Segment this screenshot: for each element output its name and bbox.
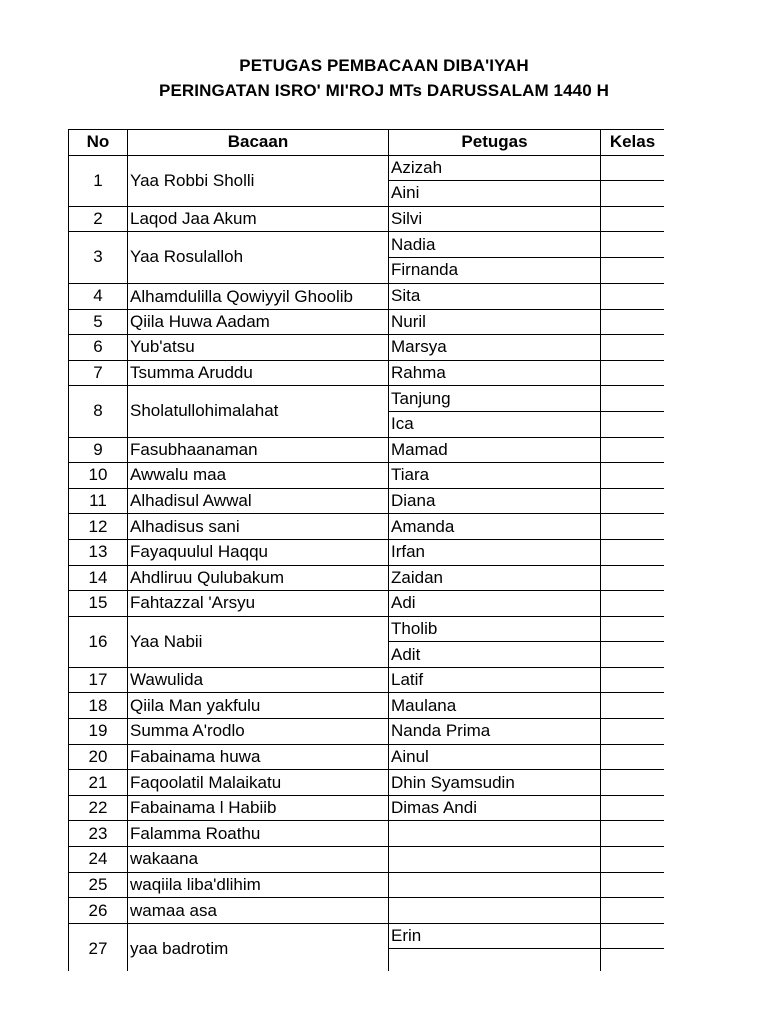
table-row <box>69 437 665 463</box>
row-bacaan: Tsumma Aruddu <box>128 360 389 386</box>
table-row <box>69 872 665 898</box>
table-row <box>69 283 665 309</box>
row-kelas <box>601 437 665 463</box>
row-bacaan: Faqoolatil Malaikatu <box>128 770 389 796</box>
table-row <box>69 591 665 617</box>
row-number: 5 <box>69 309 128 335</box>
row-kelas <box>601 821 665 847</box>
row-petugas: Azizah <box>389 155 601 181</box>
table-row <box>69 309 665 335</box>
row-bacaan: Fabainama l Habiib <box>128 795 389 821</box>
row-number: 25 <box>69 872 128 898</box>
row-number: 26 <box>69 898 128 924</box>
row-petugas: Zaidan <box>389 565 601 591</box>
header-no: No <box>69 130 128 156</box>
table-row <box>69 616 665 642</box>
document-title: PETUGAS PEMBACAAN DIBA'IYAH <box>239 56 529 75</box>
row-petugas: Dhin Syamsudin <box>389 770 601 796</box>
row-petugas <box>389 872 601 898</box>
row-bacaan: wakaana <box>128 847 389 873</box>
row-bacaan: Falamma Roathu <box>128 821 389 847</box>
row-kelas <box>601 565 665 591</box>
row-bacaan: Ahdliruu Qulubakum <box>128 565 389 591</box>
row-number: 23 <box>69 821 128 847</box>
row-kelas <box>601 206 665 232</box>
row-bacaan: Awwalu maa <box>128 463 389 489</box>
table-row <box>69 847 665 873</box>
row-number: 6 <box>69 335 128 361</box>
row-number: 9 <box>69 437 128 463</box>
table-row <box>69 386 665 412</box>
row-bacaan: Fayaquulul Haqqu <box>128 539 389 565</box>
row-number: 18 <box>69 693 128 719</box>
row-number: 14 <box>69 565 128 591</box>
header-bacaan: Bacaan <box>128 130 389 156</box>
row-petugas: Firnanda <box>389 257 601 283</box>
row-kelas <box>601 949 665 971</box>
row-number: 24 <box>69 847 128 873</box>
table-row <box>69 206 665 232</box>
row-bacaan: wamaa asa <box>128 898 389 924</box>
petugas-table <box>68 129 664 971</box>
row-number: 16 <box>69 616 128 667</box>
row-number: 17 <box>69 667 128 693</box>
row-petugas: Silvi <box>389 206 601 232</box>
row-number: 22 <box>69 795 128 821</box>
row-kelas <box>601 616 665 642</box>
row-bacaan: Yaa Robbi Sholli <box>128 155 389 206</box>
row-kelas <box>601 642 665 668</box>
row-number: 11 <box>69 488 128 514</box>
row-kelas <box>601 360 665 386</box>
row-kelas <box>601 386 665 412</box>
row-kelas <box>601 872 665 898</box>
row-petugas: Ica <box>389 411 601 437</box>
table-row <box>69 360 665 386</box>
row-number: 1 <box>69 155 128 206</box>
row-petugas: Ainul <box>389 744 601 770</box>
row-kelas <box>601 693 665 719</box>
row-petugas: Marsya <box>389 335 601 361</box>
row-number: 13 <box>69 539 128 565</box>
row-kelas <box>601 847 665 873</box>
row-petugas <box>389 949 601 971</box>
row-bacaan: Alhadisul Awwal <box>128 488 389 514</box>
table-row <box>69 335 665 361</box>
row-bacaan: waqiila liba'dlihim <box>128 872 389 898</box>
row-petugas: Diana <box>389 488 601 514</box>
table-row <box>69 693 665 719</box>
row-petugas: Rahma <box>389 360 601 386</box>
row-bacaan: Fasubhaanaman <box>128 437 389 463</box>
row-number: 2 <box>69 206 128 232</box>
row-kelas <box>601 181 665 207</box>
row-bacaan: Qiila Man yakfulu <box>128 693 389 719</box>
row-number: 10 <box>69 463 128 489</box>
table-row <box>69 923 665 949</box>
document-subtitle: PERINGATAN ISRO' MI'ROJ MTs DARUSSALAM 1440 H <box>159 81 609 100</box>
table-row <box>69 463 665 489</box>
row-petugas: Mamad <box>389 437 601 463</box>
row-kelas <box>601 744 665 770</box>
row-bacaan: Yaa Nabii <box>128 616 389 667</box>
row-petugas: Sita <box>389 283 601 309</box>
row-number: 8 <box>69 386 128 437</box>
table-row <box>69 744 665 770</box>
row-bacaan: Laqod Jaa Akum <box>128 206 389 232</box>
table-row <box>69 565 665 591</box>
table-row <box>69 514 665 540</box>
row-bacaan: yaa badrotim <box>128 923 389 971</box>
row-kelas <box>601 770 665 796</box>
row-bacaan: Alhadisus sani <box>128 514 389 540</box>
row-bacaan: Wawulida <box>128 667 389 693</box>
row-petugas: Nuril <box>389 309 601 335</box>
row-petugas: Nadia <box>389 232 601 258</box>
row-kelas <box>601 309 665 335</box>
row-kelas <box>601 232 665 258</box>
row-number: 15 <box>69 591 128 617</box>
row-petugas: Aini <box>389 181 601 207</box>
row-number: 7 <box>69 360 128 386</box>
row-petugas: Nanda Prima <box>389 719 601 745</box>
row-petugas <box>389 821 601 847</box>
row-number: 19 <box>69 719 128 745</box>
table-row <box>69 232 665 258</box>
row-bacaan: Qiila Huwa Aadam <box>128 309 389 335</box>
table-row <box>69 719 665 745</box>
row-kelas <box>601 923 665 949</box>
header-kelas: Kelas <box>601 130 665 156</box>
header-petugas: Petugas <box>389 130 601 156</box>
row-petugas: Irfan <box>389 539 601 565</box>
row-kelas <box>601 283 665 309</box>
row-kelas <box>601 488 665 514</box>
row-petugas: Tiara <box>389 463 601 489</box>
row-number: 21 <box>69 770 128 796</box>
row-kelas <box>601 257 665 283</box>
row-petugas: Adit <box>389 642 601 668</box>
table-row <box>69 488 665 514</box>
row-kelas <box>601 155 665 181</box>
petugas-table-container <box>68 129 664 971</box>
row-bacaan: Summa A'rodlo <box>128 719 389 745</box>
row-kelas <box>601 335 665 361</box>
row-kelas <box>601 463 665 489</box>
row-petugas: Tanjung <box>389 386 601 412</box>
row-kelas <box>601 719 665 745</box>
row-petugas: Tholib <box>389 616 601 642</box>
row-petugas: Erin <box>389 923 601 949</box>
row-bacaan: Fahtazzal 'Arsyu <box>128 591 389 617</box>
row-kelas <box>601 591 665 617</box>
table-header-row <box>69 130 665 156</box>
row-petugas: Latif <box>389 667 601 693</box>
table-body <box>69 155 665 971</box>
row-kelas <box>601 411 665 437</box>
table-row <box>69 898 665 924</box>
row-petugas: Dimas Andi <box>389 795 601 821</box>
row-kelas <box>601 898 665 924</box>
row-bacaan: Yaa Rosulalloh <box>128 232 389 283</box>
row-petugas: Adi <box>389 591 601 617</box>
row-bacaan: Yub'atsu <box>128 335 389 361</box>
row-bacaan: Alhamdulilla Qowiyyil Ghoolib <box>128 283 389 309</box>
table-row <box>69 155 665 181</box>
table-row <box>69 770 665 796</box>
row-number: 3 <box>69 232 128 283</box>
row-number: 12 <box>69 514 128 540</box>
row-kelas <box>601 514 665 540</box>
row-kelas <box>601 539 665 565</box>
row-bacaan: Fabainama huwa <box>128 744 389 770</box>
row-petugas: Amanda <box>389 514 601 540</box>
table-row <box>69 795 665 821</box>
row-number: 4 <box>69 283 128 309</box>
table-row <box>69 539 665 565</box>
table-row <box>69 821 665 847</box>
row-bacaan: Sholatullohimalahat <box>128 386 389 437</box>
row-petugas <box>389 898 601 924</box>
row-petugas <box>389 847 601 873</box>
row-number: 20 <box>69 744 128 770</box>
table-row <box>69 667 665 693</box>
row-kelas <box>601 795 665 821</box>
row-kelas <box>601 667 665 693</box>
row-petugas: Maulana <box>389 693 601 719</box>
row-number: 27 <box>69 923 128 971</box>
